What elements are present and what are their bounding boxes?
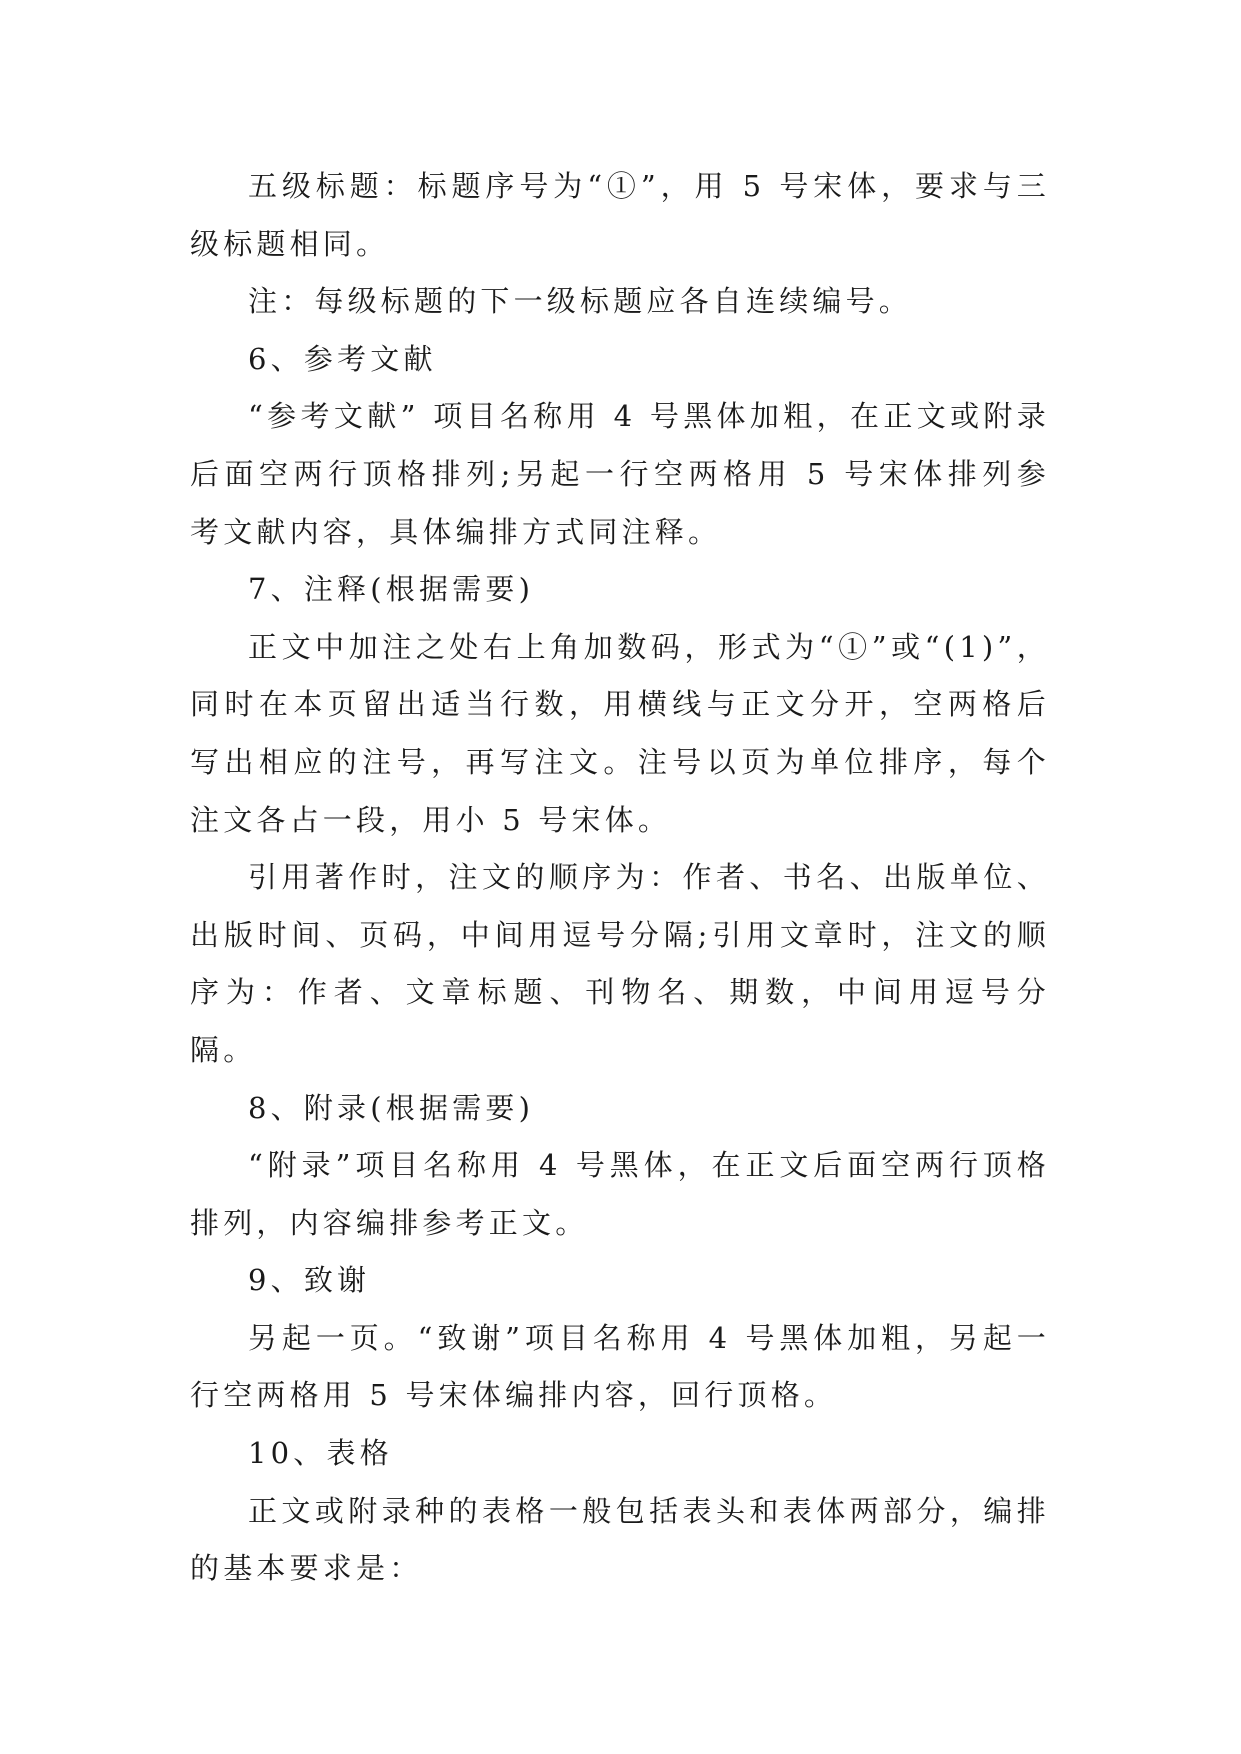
document-body: [190, 158, 1050, 1598]
section-heading-references: 6、参考文献: [248, 341, 437, 376]
section-heading-notes: 7、注释(根据需要): [248, 572, 535, 607]
paragraph-citation-order: 引用著作时，注文的顺序为：作者、书名、出版单位、出版时间、页码，中间用逗号分隔;引用文章时，注文的顺序为：作者、文章标题、刊物名、期数，中间用逗号分隔。: [190, 860, 1050, 1067]
paragraph-acknowledgements-rule: 另起一页。“致谢”项目名称用 4 号黑体加粗，另起一行空两格用 5 号宋体编排内容，回行顶格。: [190, 1320, 1050, 1413]
paragraph-level5-heading-rule: 五级标题：标题序号为“①”，用 5 号宋体，要求与三级标题相同。: [190, 169, 1050, 261]
section-heading-appendix: 8、附录(根据需要): [248, 1090, 535, 1125]
section-heading-acknowledgements: 9、致谢: [248, 1263, 371, 1298]
paragraph-notes-rule: 正文中加注之处右上角加数码，形式为“①”或“(1)”，同时在本页留出适当行数，用横线与正文分开，空两格后写出相应的注号，再写注文。注号以页为单位排序，每个注文各占一段，用小 5 号宋体。: [190, 629, 1050, 837]
paragraph-numbering-note: 注：每级标题的下一级标题应各自连续编号。: [248, 284, 913, 319]
paragraph-tables-rule: 正文或附录种的表格一般包括表头和表体两部分，编排的基本要求是：: [190, 1493, 1050, 1586]
paragraph-appendix-rule: “附录”项目名称用 4 号黑体，在正文后面空两行顶格排列，内容编排参考正文。: [190, 1148, 1050, 1240]
paragraph-references-rule: “参考文献” 项目名称用 4 号黑体加粗，在正文或附录后面空两行顶格排列;另起一行空两格用 5 号宋体排列参考文献内容，具体编排方式同注释。: [190, 399, 1050, 549]
section-heading-tables: 10、表格: [248, 1436, 393, 1471]
